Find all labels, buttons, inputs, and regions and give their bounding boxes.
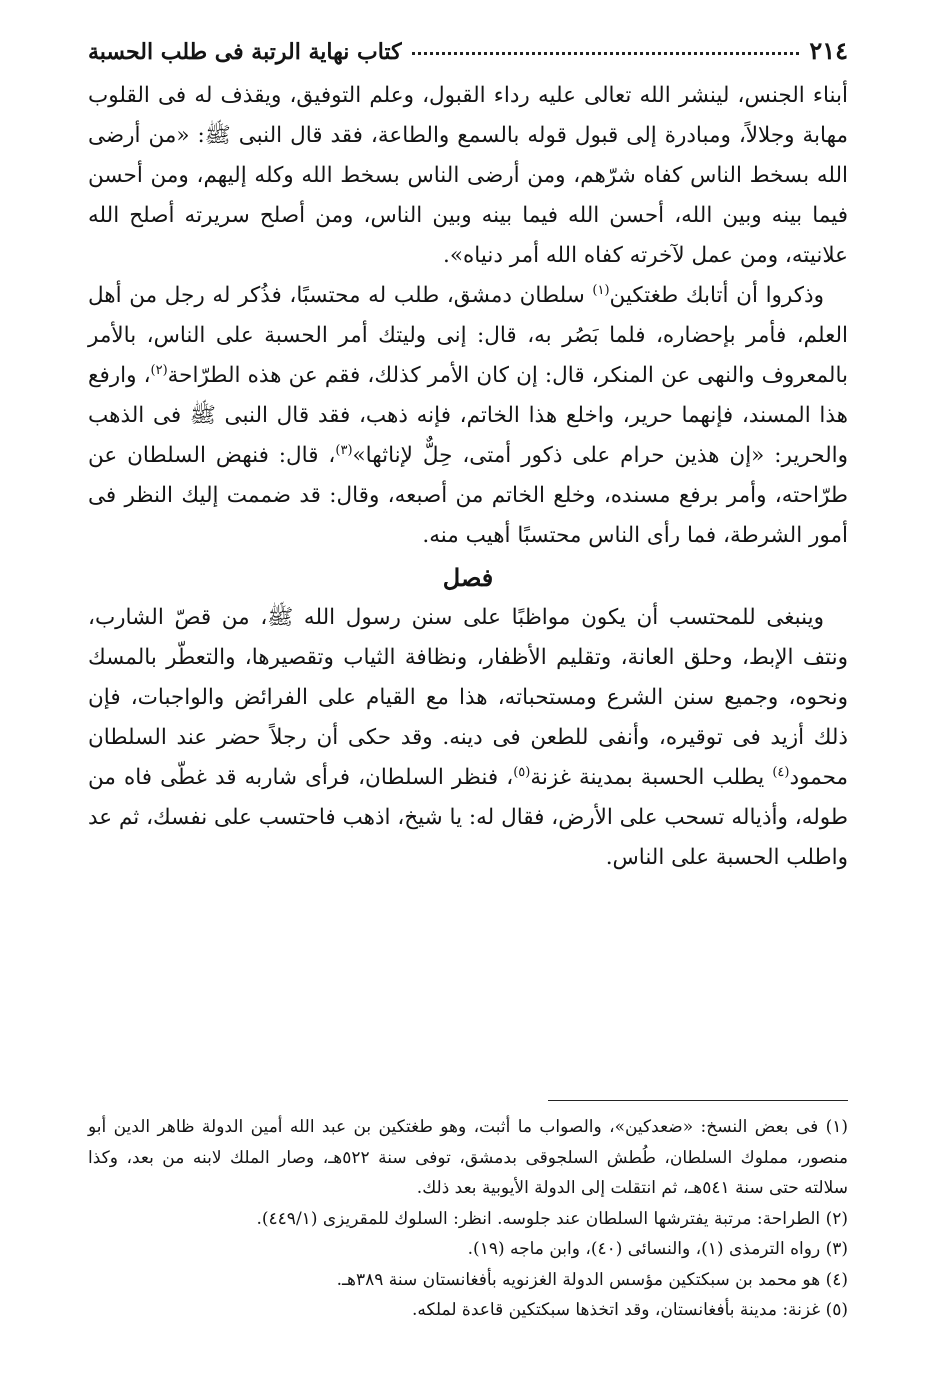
footnote-item (88, 1265, 848, 1296)
footnote-text: فى بعض النسخ: «ضعدكين»، والصواب ما أثبت، وهو طغتكين بن عبد الله أمين الدولة ظاهر الدين أبو منصور، مملوك السلطان، طُطش السلجوقى بدمشق، توفى سنة ٥٢٢هـ، وصار الملك لابنه من بعد، وكذا سلالته حتى سنة ٥٤١هـ، ثم انتقلت إلى الدولة الأيوبية بعد ذلك. (88, 1117, 849, 1198)
main-text (88, 76, 848, 878)
footnote-item (88, 1234, 848, 1265)
paragraph-1: أبناء الجنس، لينشر الله تعالى عليه رداء القبول، وعلم التوفيق، ويقذف له فى القلوب مهابة وجلالاً، ومبادرة إلى قبول قوله بالسمع والطاعة، فقد قال النبى ﷺ: «من أرضى الله بسخط الناس كفاه شرّهم، ومن أرضى الناس بسخط الله وكله إليهم، ومن أحسن فيما بينه وبين الله، أحسن الله فيما بينه وبين الناس، ومن أصلح سريرته أصلح الله علانيته، ومن عمل لآخرته كفاه الله أمر دنياه». (88, 83, 848, 268)
paragraph-2-part-b: سلطان دمشق، طلب له محتسبًا، فذُكر له رجل من أهل العلم، فأمر بإحضاره، فلما بَصُر به، قال: إنى وليتك أمر الحسبة على الناس، بالأمر بالمعروف والنهى عن المنكر، قال: إن كان الأمر كذلك، فقم عن هذه الطرّاحة (88, 283, 849, 388)
paragraph-3-part-c: ، فنظر السلطان، فرأى شاربه قد غطّى فاه من طوله، وأذياله تسحب على الأرض، فقال له: يا شيخ، اذهب فاحتسب على نفسك، ثم عد واطلب الحسبة على الناس. (88, 765, 848, 870)
section-heading: فصل (442, 563, 494, 592)
paragraph-2-part-a: وذكروا أن أتابك طغتكين (609, 283, 824, 308)
footnote-number: (١) (825, 1117, 849, 1137)
footnote-marker-2: (٢) (150, 362, 168, 378)
footnote-text: الطراحة: مرتبة يفترشها السلطان عند جلوسه. انظر: السلوك للمقريزى (٤٤٩/١). (256, 1208, 821, 1229)
footnote-text: غزنة: مدينة بأفغانستان، وقد اتخذها سبكتكين قاعدة لملكه. (411, 1300, 821, 1320)
dotted-leader (412, 52, 800, 55)
paragraph-3-part-b: يطلب الحسبة بمدينة غزنة (530, 765, 773, 790)
footnote-number: (٣) (825, 1239, 848, 1259)
paragraph-2-part-c: ، وارفع هذا المسند، فإنهما حرير، واخلع هذا الخاتم، فإنه ذهب، فقد قال النبى ﷺ فى الذهب والحرير: «إن هذين حرام على ذكور أمتى، حِلٌّ لإناثها» (88, 363, 848, 468)
page-number: ٢١٤ (809, 36, 848, 65)
paragraph-3 (88, 598, 848, 878)
footnote-number: (٢) (825, 1208, 848, 1229)
paragraph-3-part-a: وينبغى للمحتسب أن يكون مواظبًا على سنن رسول الله ﷺ، من قصّ الشارب، ونتف الإبط، وحلق العانة، وتقليم الأظفار، ونظافة الثياب وتقصيرها، والتعطّر بالمسك ونحوه، وجميع سنن الشرع ومستحباته، هذا مع القيام على الفرائض والواجبات، فإن ذلك أزيد فى توقيره، وأنفى للطعن فى دينه. وقد حكى أن رجلاً حضر عند السلطان محمود (88, 605, 848, 790)
footnote-item (88, 1112, 848, 1204)
footnotes (88, 1112, 848, 1326)
footnote-number: (٤) (825, 1269, 848, 1290)
footnote-item (88, 1204, 848, 1235)
footnote-marker-4: (٤) (772, 764, 790, 780)
footnote-number: (٥) (825, 1300, 848, 1320)
page-header (88, 36, 848, 76)
footnote-text: رواه الترمذى (١)، والنسائى (٤٠)، وابن ماجه (١٩). (467, 1239, 821, 1259)
footnote-marker-1: (١) (592, 282, 610, 298)
paragraph-2-part-d: ، قال: فنهض السلطان عن طرّاحته، وأمر برفع مسنده، وخلع الخاتم من أصبعه، وقال: قد ضممت إليك النظر فى أمور الشرطة، فما رأى الناس محتسبًا أهيب منه. (88, 443, 848, 548)
footnote-item (88, 1295, 848, 1326)
footnote-marker-3: (٣) (335, 442, 353, 458)
footnote-marker-5: (٥) (513, 764, 531, 780)
footnote-text: هو محمد بن سبكتكين مؤسس الدولة الغزنويه بأفغانستان سنة ٣٨٩هـ. (336, 1269, 821, 1290)
footnote-separator (548, 1100, 848, 1101)
paragraph-2 (88, 276, 848, 556)
running-title: كتاب نهاية الرتبة فى طلب الحسبة (88, 39, 402, 65)
book-page (88, 36, 849, 1320)
